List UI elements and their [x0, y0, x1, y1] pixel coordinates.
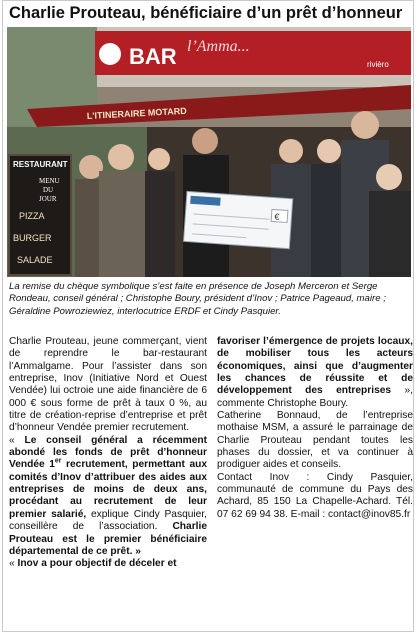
paragraph-quote-inov-start: « Inov a pour objectif de déceler et — [9, 558, 177, 570]
svg-text:JOUR: JOUR — [39, 195, 57, 203]
euro-symbol: € — [274, 211, 280, 222]
symbolic-cheque — [184, 191, 293, 248]
board-title: RESTAURANT — [13, 160, 68, 169]
svg-text:l’Amma...: l’Amma... — [187, 38, 250, 55]
left-column — [9, 336, 207, 571]
svg-text:PIZZA: PIZZA — [19, 211, 45, 221]
svg-text:DU: DU — [43, 186, 54, 194]
svg-text:MENU: MENU — [39, 177, 60, 185]
photo-illustration — [7, 27, 411, 277]
right-column — [217, 336, 413, 521]
paragraph-sponsor: Catherine Bonnaud, de l’entreprise mothaise MSM, a assuré le parrainage de Charlie Prouteau pendant toutes les phases du dossier, et va continuer à prodiguer aides et conseils. — [217, 410, 413, 471]
bar-sign-text: BAR — [129, 44, 177, 69]
svg-text:BURGER: BURGER — [13, 233, 52, 243]
paragraph-intro: Charlie Prouteau, jeune commerçant, vient de reprendre le bar-restaurant l’Ammalgame. Pour l’assister dans son entreprise, Inov (Initiative Nord et Ouest Vendée) lui octroie une aide financière de 6 000 € sous forme de prêt à taux 0 %, au titre de création-reprise d’entreprise et prêt d’honneur Vendée premier recrutement. — [9, 336, 207, 434]
awning-text: L'ITINERAIRE MOTARD — [86, 105, 187, 121]
svg-text:SALADE: SALADE — [17, 255, 53, 265]
photo-caption: La remise du chèque symbolique s’est faite en présence de Joseph Merceron et Serge Rondeau, conseil général ; Christophe Boury, président d’Inov ; Patrice Pageaud, maire ; Géraldine Powroziewiez, interlocutrice ERDF et Cindy Pasquier. — [9, 281, 386, 317]
headline: Charlie Prouteau, bénéficiaire d’un prêt d’honneur — [9, 4, 403, 22]
newspaper-article — [2, 0, 414, 632]
paragraph-contact: Contact Inov : Cindy Pasquier, communauté de commune du Pays des Achard, 85 150 La Chapelle-Achard. Tél. 07 62 69 94 38. E-mail : contact@inov85.fr — [217, 471, 413, 520]
paragraph-quote-council: « Le conseil général a récemment abondé les fonds de prêt d’honneur Vendée 1er recrutement, permettant aux comités d’Inov d’attribuer des aides aux entreprises de moins de deux ans, procédant au recrutement de leur premier salarié, explique Cindy Pasquier, conseillère de l’association. Charlie Prouteau est le premier bénéficiaire départemental de ce prêt. » — [9, 434, 207, 557]
article-photo — [7, 27, 411, 277]
brand-sign-text: rivièro — [367, 60, 389, 69]
paragraph-quote-inov-end: favoriser l’émergence de projets locaux, de mobiliser tous les acteurs économiques, ainsi que d’augmenter les chances de réussite et de développement des entreprises », commente Christophe Boury. — [217, 336, 414, 409]
